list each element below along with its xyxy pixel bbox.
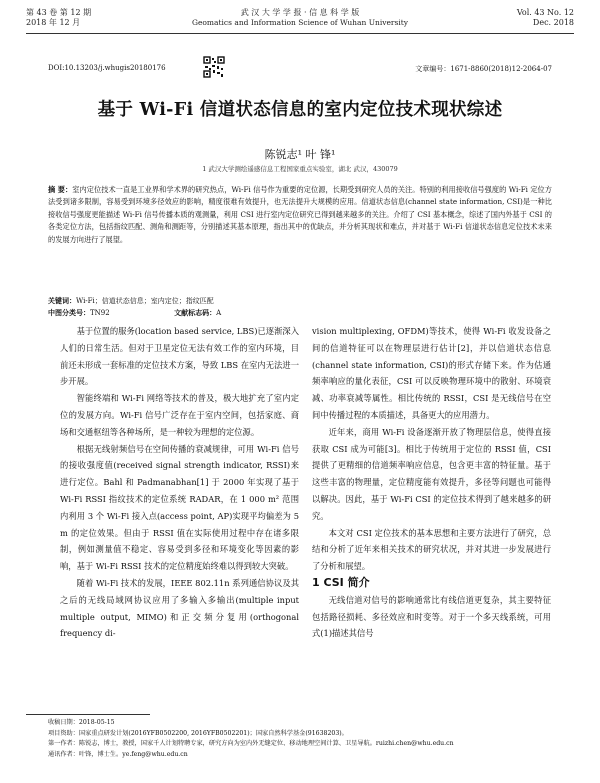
footnotes [48,718,552,760]
corresponding-author-note: 通讯作者：叶锋，博士生。ye.feng@whu.edu.cn [48,750,188,758]
left-column [60,323,299,642]
journal-name: 武 汉 大 学 学 报 · 信 息 科 学 版 Geomatics and Information Science of Wuhan University [191,8,409,27]
right-column [312,323,551,642]
clc-label: 中图分类号： [48,308,90,317]
affiliation: 1 武汉大学测绘遥感信息工程国家重点实验室，湖北 武汉，430079 [202,165,398,173]
page-title: 基于 Wi-Fi 信道状态信息的室内定位技术现状综述 [97,100,503,120]
first-author-note: 第一作者：陈锐志，博士，教授，国家千人计划特聘专家，研究方向为室内外无缝定位、移动地理空间计算、卫星导航。ruizhi.chen@whu.edu.cn [48,740,454,747]
keywords-label: 关键词： [48,296,76,305]
clc-code: TN92 [90,309,110,317]
paragraph: 智能终端和 Wi-Fi 网络等技术的普及，极大地扩充了室内定位的发展方向。Wi-Fi 信号广泛存在于室内空间，包括家庭、商场和交通枢纽等各种场所，是一种较为理想的定位源。 [60,393,299,437]
paragraph: 无线信道对信号的影响通常比有线信道更复杂，其主要特征包括路径损耗、多径效应和时变等。对于一个多天线系统，可用式(1)描述其信号 [312,594,551,639]
volume-issue-en: Vol. 43 No. 12 Dec. 2018 [516,8,574,27]
authors: 陈锐志¹ 叶 锋¹ [264,148,336,161]
qr-code-icon [203,56,225,78]
paragraph: 根据无线射频信号在空间传播的衰减规律，可用 Wi-Fi 信号的接收强度值(received signal strength indicator, RSSI)来进行定位。Bahl 和 Padmanabhan[1] 于 2000 年实现了基于 Wi-Fi RSSI 指纹技术的定位系统 RADAR，在 1 000 m² 范围内利用 3 个 Wi-Fi 接入点(access point, AP)实现平均偏差为 5 m 的定位效果。但由于 RSSI 值在实际使用过程中存在诸多限制，例如测量值不稳定、容易受到多径和环境变化等因素的影响，基于 Wi-Fi RSSI 技术的定位精度始终难以得到较大突破。 [60,443,299,572]
paragraph: vision multiplexing, OFDM)等技术，使得 Wi-Fi 收发设备之间的信道特征可以在物理层进行估计[2]，并以信道状态信息(channel state information, CSI)的形式存储下来。作为估通频率响应的量化表征，CSI 可以反映物理环境中的散射、环境衰减、功率衰减等属性。相比传统的 RSSI，CSI 是无线信号在空间中传播过程的本质描述，具备更大的应用潜力。 [312,326,551,420]
header-rule [26,33,574,34]
paragraph: 随着 Wi-Fi 技术的发展，IEEE 802.11n 系列通信协议及其之后的无线局域网协议应用了多输入多输出(multiple input multiple output, MIMO)和正交频分复用(orthogonal frequency di- [60,577,299,639]
abstract-label: 摘 要： [48,185,73,194]
paragraph: 基于位置的服务(location based service, LBS)已逐渐深入人们的日常生活。但对于卫星定位无法有效工作的室内环境，目前还未形成一套标准的定位技术方案，导致 LBS 在室内无法进一步开展。 [60,326,299,387]
doc-code-label: 文献标志码： [174,308,217,317]
doi: DOI:10.13203/j.whugis20180176 [48,64,166,72]
volume-issue: 第 43 卷 第 12 期 2018 年 12 月 [26,8,92,27]
abstract [48,184,552,246]
keywords-block [48,295,552,319]
article-number: 文章编号：1671-8860(2018)12-2064-07 [415,65,552,73]
keywords-text: Wi-Fi；信道状态信息；室内定位；指纹匹配 [76,297,214,305]
funding: 项目资助：国家重点研发计划(2016YFB0502200, 2016YFB0502201)；国家自然科学基金(91638203)。 [48,729,348,737]
received-date: 收稿日期：2018-05-15 [48,719,115,726]
section-heading: 1 CSI 简介 [312,575,370,589]
abstract-text: 室内定位技术一直是工业界和学术界的研究热点，Wi-Fi 信号作为重要的定位源，长期受到研究人员的关注。特别的利用接收信号强度的 Wi-Fi 定位方法受到诸多限制，容易受到环境多径效应的影响，精度很难有效提升，也无法提升大规模的应用。信道状态信息(channel state information, CSI)是一种比接收信号强度更能描述 Wi-Fi 信号传播本质的观测量，利用 CSI 进行室内定位研究已得到越来越多的关注。介绍了 CSI 基本概念，综述了国内外基于 CSI 的各类定位方法，包括指纹匹配、测角和测距等，分别描述其基本原理，指出其中的优缺点，并分析其现状和难点，并对基于 Wi-Fi 信道状态信息定位技术未来的发展方向进行了展望。 [48,185,552,244]
paragraph: 本文对 CSI 定位技术的基本思想和主要方法进行了研究，总结和分析了近年来相关技术的研究状况，并对其进一步发展进行了分析和展望。 [312,527,551,572]
doc-code: A [216,309,222,317]
footnote-rule [26,714,150,715]
paragraph: 近年来，商用 Wi-Fi 设备逐渐开放了物理层信息，使得直接获取 CSI 成为可能[3]。相比于传统用于定位的 RSSI 值，CSI 提供了更精细的信道频率响应信息，包含更丰富的特征量。基于这些丰富的物理量，定位精度能有效提升，多径等问题也可能得以解决。因此，基于 Wi-Fi CSI 的定位技术得到了越来越多的研究。 [312,426,551,521]
